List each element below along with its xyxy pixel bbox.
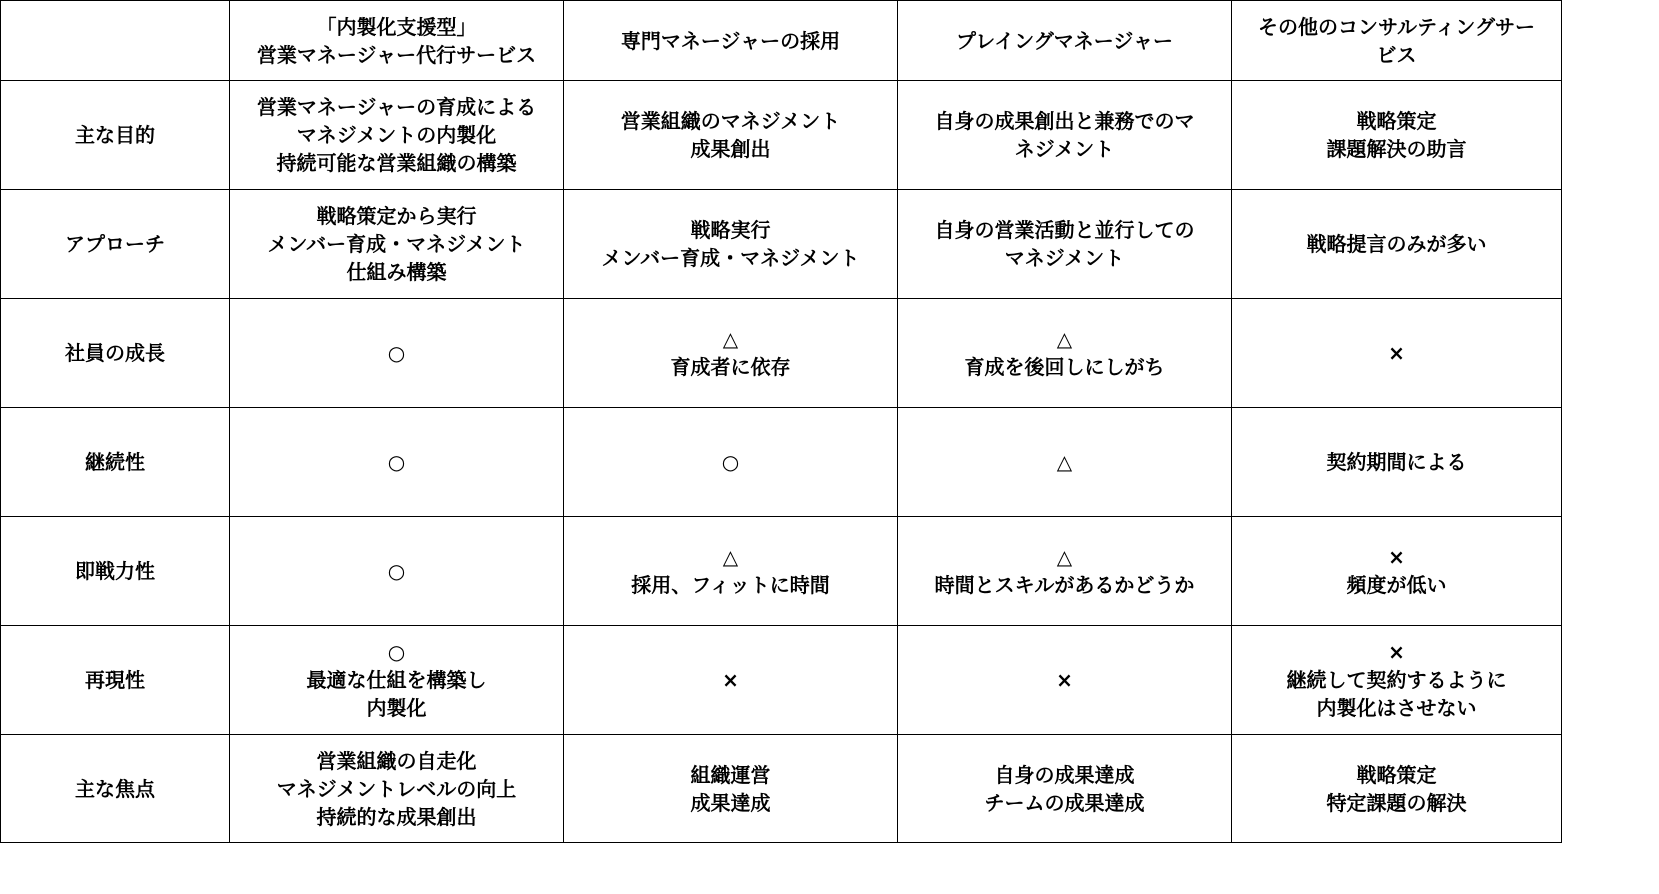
cell-text-line: 営業組織の自走化 bbox=[316, 748, 477, 773]
cell-other-consulting bbox=[1232, 408, 1562, 517]
row-header-cell: 主な焦点 bbox=[1, 735, 230, 843]
cell-text-line: ネジメント bbox=[1014, 137, 1115, 161]
cell-text-line: 成果創出 bbox=[690, 137, 771, 161]
cell-text-line: 持続的な成果創出 bbox=[316, 804, 477, 829]
cell-text-line: メンバー育成・マネジメント bbox=[267, 232, 526, 256]
cell-text-line: ○ bbox=[721, 450, 740, 474]
cell-text-line: 課題解決の助言 bbox=[1326, 137, 1467, 161]
cell-other-consulting bbox=[1232, 190, 1562, 299]
cell-text-line: 戦略策定から実行 bbox=[316, 204, 477, 228]
cell-text-line: プレイングマネージャー bbox=[956, 28, 1173, 53]
row-main-purpose bbox=[1, 81, 1562, 190]
cell-text-line: 仕組み構築 bbox=[346, 260, 447, 284]
cell-text-line: 戦略実行 bbox=[690, 218, 771, 242]
cell-text-line: × bbox=[1388, 341, 1405, 365]
header-cell-playing-manager bbox=[898, 1, 1232, 81]
cell-other-consulting bbox=[1232, 735, 1562, 843]
cell-other-consulting bbox=[1232, 517, 1562, 626]
cell-text-line: × bbox=[1388, 545, 1405, 569]
row-employee-growth bbox=[1, 299, 1562, 408]
cell-text-line: 戦略提言のみが多い bbox=[1306, 232, 1487, 256]
cell-text-line: マネジメントレベルの向上 bbox=[276, 776, 517, 801]
row-header-cell: 社員の成長 bbox=[1, 299, 230, 408]
cell-internalization-support bbox=[230, 190, 564, 299]
cell-dedicated-manager bbox=[564, 735, 898, 843]
row-header-cell: アプローチ bbox=[1, 190, 230, 299]
header-cell-dedicated-manager bbox=[564, 1, 898, 81]
cell-text-line: △ bbox=[1056, 450, 1073, 474]
cell-internalization-support bbox=[230, 408, 564, 517]
cell-dedicated-manager bbox=[564, 190, 898, 299]
cell-text-line: △ bbox=[722, 545, 739, 569]
cell-text-line: △ bbox=[722, 327, 739, 351]
table-header-row bbox=[1, 1, 1562, 81]
cell-dedicated-manager bbox=[564, 408, 898, 517]
cell-dedicated-manager bbox=[564, 299, 898, 408]
cell-playing-manager bbox=[898, 190, 1232, 299]
cell-text-line: 戦略策定 bbox=[1356, 762, 1437, 787]
cell-text-line: 専門マネージャーの採用 bbox=[620, 28, 841, 53]
cell-text-line: 持続可能な営業組織の構築 bbox=[276, 151, 517, 175]
cell-text-line: 内製化はさせない bbox=[1316, 696, 1477, 720]
cell-text-line: メンバー育成・マネジメント bbox=[601, 246, 860, 270]
cell-text-line: 組織運営 bbox=[690, 762, 771, 787]
cell-text-line: 成果達成 bbox=[690, 790, 771, 815]
cell-internalization-support bbox=[230, 299, 564, 408]
cell-playing-manager bbox=[898, 81, 1232, 190]
cell-text-line: マネジメント bbox=[1004, 246, 1125, 270]
cell-playing-manager bbox=[898, 626, 1232, 735]
cell-text-line: 営業組織のマネジメント bbox=[620, 109, 841, 133]
header-cell-other-consulting bbox=[1232, 1, 1562, 81]
header-cell-internalization-support bbox=[230, 1, 564, 81]
cell-dedicated-manager bbox=[564, 626, 898, 735]
cell-text-line: 営業マネージャー代行サービス bbox=[256, 42, 537, 67]
cell-text-line: 時間とスキルがあるかどうか bbox=[934, 573, 1195, 597]
cell-dedicated-manager bbox=[564, 517, 898, 626]
cell-text-line: ○ bbox=[387, 640, 406, 664]
cell-internalization-support bbox=[230, 517, 564, 626]
header-cell-corner bbox=[1, 1, 230, 81]
row-immediate-readiness bbox=[1, 517, 1562, 626]
row-continuity bbox=[1, 408, 1562, 517]
row-main-focus bbox=[1, 735, 1562, 843]
cell-text-line: × bbox=[722, 668, 739, 692]
cell-text-line: 契約期間による bbox=[1326, 450, 1467, 474]
cell-internalization-support bbox=[230, 626, 564, 735]
cell-playing-manager bbox=[898, 517, 1232, 626]
cell-text-line: 営業マネージャーの育成による bbox=[256, 95, 537, 119]
cell-text-line: 自身の成果達成 bbox=[994, 762, 1135, 787]
cell-internalization-support bbox=[230, 81, 564, 190]
cell-text-line: 「内製化支援型」 bbox=[316, 14, 477, 39]
cell-other-consulting bbox=[1232, 299, 1562, 408]
cell-text-line: ○ bbox=[387, 341, 406, 365]
cell-text-line: 自身の成果創出と兼務でのマ bbox=[934, 109, 1195, 133]
row-header-cell: 即戦力性 bbox=[1, 517, 230, 626]
cell-text-line: 採用、フィットに時間 bbox=[631, 573, 830, 597]
cell-text-line: 内製化 bbox=[366, 696, 427, 720]
cell-text-line: × bbox=[1388, 640, 1405, 664]
cell-text-line: ビス bbox=[1376, 42, 1417, 67]
row-header-cell: 再現性 bbox=[1, 626, 230, 735]
cell-text-line: 戦略策定 bbox=[1356, 109, 1437, 133]
row-reproducibility bbox=[1, 626, 1562, 735]
row-header-cell: 継続性 bbox=[1, 408, 230, 517]
cell-other-consulting bbox=[1232, 81, 1562, 190]
cell-other-consulting bbox=[1232, 626, 1562, 735]
cell-text-line: 育成を後回しにしがち bbox=[964, 355, 1165, 379]
cell-text-line: 最適な仕組を構築し bbox=[306, 668, 487, 692]
cell-playing-manager bbox=[898, 735, 1232, 843]
cell-text-line: × bbox=[1056, 668, 1073, 692]
comparison-table-body bbox=[1, 1, 1562, 843]
cell-text-line: 自身の営業活動と並行しての bbox=[934, 218, 1195, 242]
cell-text-line: 育成者に依存 bbox=[670, 355, 791, 379]
cell-text-line: マネジメントの内製化 bbox=[296, 123, 497, 147]
cell-text-line: 継続して契約するように bbox=[1286, 668, 1507, 692]
cell-text-line: ○ bbox=[387, 559, 406, 583]
row-approach bbox=[1, 190, 1562, 299]
row-header-cell: 主な目的 bbox=[1, 81, 230, 190]
cell-playing-manager bbox=[898, 299, 1232, 408]
cell-text-line: △ bbox=[1056, 327, 1073, 351]
cell-dedicated-manager bbox=[564, 81, 898, 190]
cell-text-line: △ bbox=[1056, 545, 1073, 569]
cell-text-line: 特定課題の解決 bbox=[1326, 790, 1467, 815]
cell-text-line: ○ bbox=[387, 450, 406, 474]
cell-text-line: チームの成果達成 bbox=[984, 790, 1145, 815]
cell-playing-manager bbox=[898, 408, 1232, 517]
cell-text-line: その他のコンサルティングサー bbox=[1258, 14, 1535, 39]
cell-text-line: 頻度が低い bbox=[1346, 573, 1447, 597]
cell-internalization-support bbox=[230, 735, 564, 843]
